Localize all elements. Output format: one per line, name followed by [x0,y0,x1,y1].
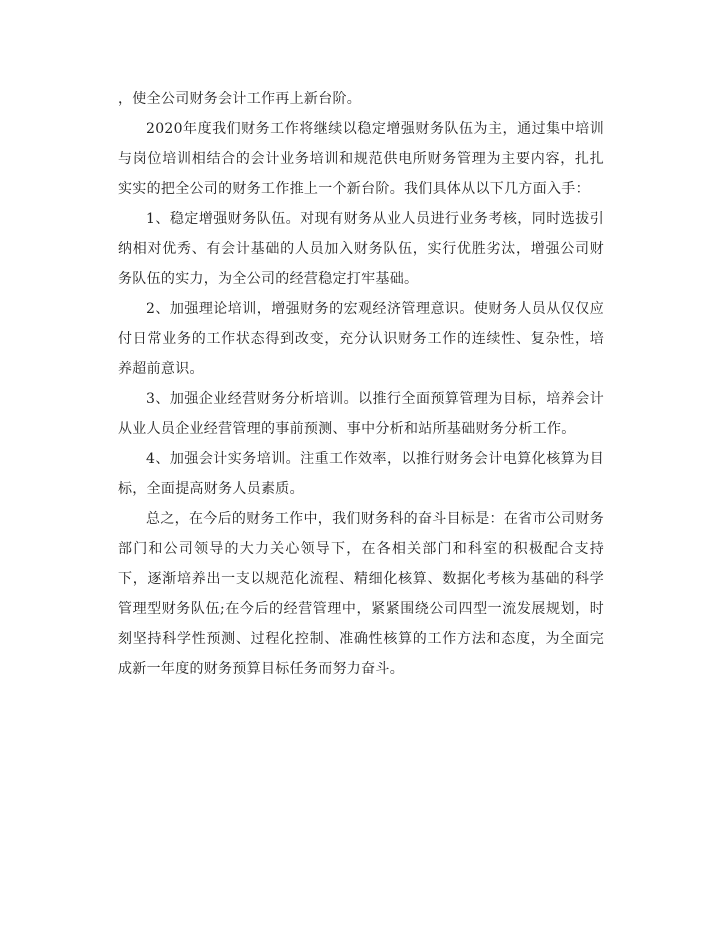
paragraph-item-4: 4、加强会计实务培训。注重工作效率，以推行财务会计电算化核算为目标，全面提高财务人员素质。 [118,451,604,497]
paragraph-item-3: 3、加强企业经营财务分析培训。以推行全面预算管理为目标，培养会计从业人员企业经营管理的事前预测、事中分析和站所基础财务分析工作。 [118,391,604,437]
paragraph-conclusion: 总之，在今后的财务工作中，我们财务科的奋斗目标是：在省市公司财务部门和公司领导的大力关心领导下，在各相关部门和科室的积极配合支持下，逐渐培养出一支以规范化流程、精细化核算、数据化考核为基础的科学管理型财务队伍;在今后的经营管理中，紧紧围绕公司四型一流发展规划，时刻坚持科学性预测、过程化控制、准确性核算的工作方法和态度，为全面完成新一年度的财务预算目标任务而努力奋斗。 [118,511,604,677]
paragraph-item-1: 1、稳定增强财务队伍。对现有财务从业人员进行业务考核，同时选拔引纳相对优秀、有会计基础的人员加入财务队伍，实行优胜劣汰，增强公司财务队伍的实力，为全公司的经营稳定打牢基础。 [118,211,604,287]
paragraph-intro: 2020年度我们财务工作将继续以稳定增强财务队伍为主，通过集中培训与岗位培训相结合的会计业务培训和规范供电所财务管理为主要内容，扎扎实实的把全公司的财务工作推上一个新台阶。我们具体从以下几方面入手： [118,121,604,197]
document-body [118,84,604,684]
paragraph-item-2: 2、加强理论培训，增强财务的宏观经济管理意识。使财务人员从仅仅应付日常业务的工作状态得到改变，充分认识财务工作的连续性、复杂性，培养超前意识。 [118,301,604,377]
paragraph-continuation: ，使全公司财务会计工作再上新台阶。 [118,91,362,107]
